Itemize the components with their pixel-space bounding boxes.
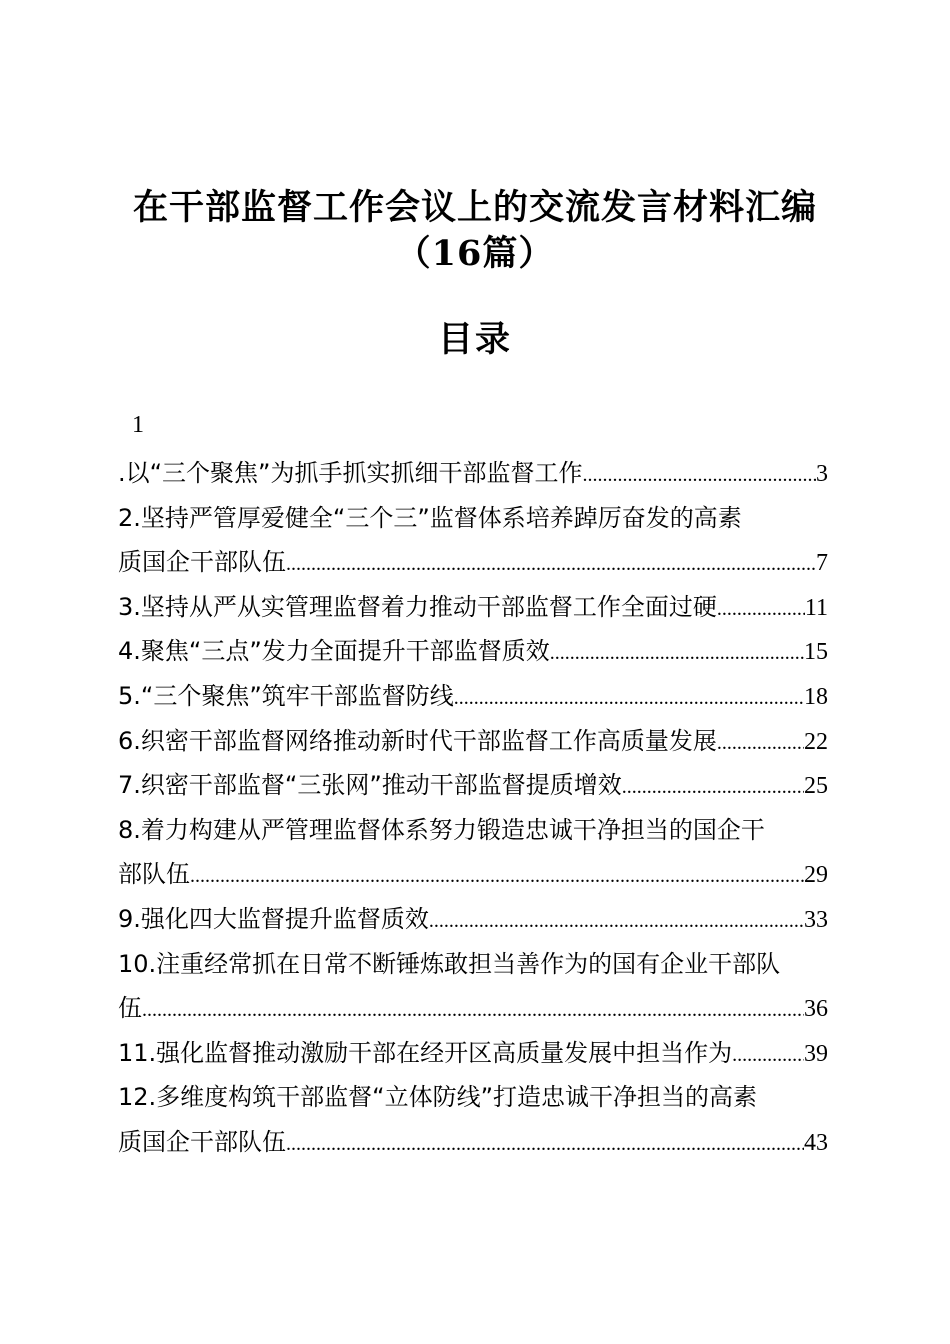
toc-page-number: 18 — [804, 684, 828, 710]
toc-page-number: 15 — [804, 639, 828, 666]
toc-entry[interactable] — [118, 678, 828, 714]
toc-entry[interactable] — [118, 544, 828, 580]
toc-entry[interactable] — [118, 1035, 828, 1071]
toc-leader-dots — [286, 546, 816, 580]
toc-entry-text: 6.织密干部监督网络推动新时代干部监督工作高质量发展 — [118, 726, 717, 755]
toc-entry-text: 11.强化监督推动激励干部在经开区高质量发展中担当作为 — [118, 1038, 733, 1067]
toc-entry[interactable] — [118, 633, 828, 669]
toc-stray-number: 1 — [132, 412, 144, 438]
document-title-line2: （16篇） — [395, 233, 555, 274]
toc-page-number: 39 — [804, 1040, 828, 1067]
toc-entry-text: 部队伍 — [118, 860, 190, 889]
toc-entry-text: 10.注重经常抓在日常不断锤炼敢担当善作为的国有企业干部队 — [118, 949, 781, 978]
toc-entry-text: 伍 — [118, 994, 142, 1023]
toc-page-number: 36 — [804, 996, 828, 1023]
toc-entry-text: 7.织密干部监督“三张网”推动干部监督提质增效 — [118, 771, 622, 800]
toc-page-number: 11 — [804, 594, 828, 621]
toc-leader-dots — [717, 591, 805, 625]
toc-entry[interactable] — [118, 901, 828, 937]
toc-entry-text: 5.“三个聚焦”筑牢干部监督防线 — [118, 682, 454, 710]
toc-entry[interactable] — [118, 1124, 828, 1160]
toc-page-number: 33 — [804, 907, 828, 933]
toc-entry[interactable] — [118, 990, 828, 1026]
toc-page-number: 7 — [816, 550, 828, 577]
toc-page-number: 22 — [804, 728, 828, 755]
toc-leader-dots — [717, 725, 804, 759]
toc-entry-text: 4.聚焦“三点”发力全面提升干部监督质效 — [118, 637, 550, 666]
toc-leader-dots — [732, 1037, 804, 1071]
toc-entry[interactable] — [118, 500, 828, 536]
toc-entry-text: 12.多维度构筑干部监督“立体防线”打造忠诚干净担当的高素 — [118, 1083, 758, 1112]
toc-leader-dots — [550, 635, 804, 669]
toc-leader-dots — [454, 680, 804, 714]
toc-entry-text: .以“三个聚焦”为抓手抓实抓细干部监督工作 — [118, 459, 583, 487]
toc-leader-dots — [286, 1126, 804, 1160]
toc-entry[interactable] — [118, 812, 828, 848]
toc-entry-text: 质国企干部队伍 — [118, 548, 286, 577]
toc-entry-text: 8.着力构建从严管理监督体系努力锻造忠诚干净担当的国企干 — [118, 815, 765, 844]
toc-entry[interactable] — [118, 856, 828, 892]
toc-leader-dots — [583, 457, 817, 491]
toc-entry-text: 2.坚持严管厚爱健全“三个三”监督体系培养踔厉奋发的高素 — [118, 503, 742, 532]
toc-entry[interactable] — [118, 455, 828, 491]
toc-page-number: 25 — [804, 773, 828, 800]
toc-leader-dots — [190, 858, 804, 892]
toc-heading: 目录 — [437, 319, 512, 360]
toc-page-number: 29 — [804, 862, 828, 889]
document-title-line1: 在干部监督工作会议上的交流发言材料汇编 — [132, 187, 817, 228]
toc-entry[interactable] — [118, 723, 828, 759]
toc-entry-text: 3.坚持从严从实管理监督着力推动干部监督工作全面过硬 — [118, 592, 717, 621]
toc-leader-dots — [142, 992, 804, 1026]
toc-leader-dots — [622, 769, 804, 803]
toc-entry[interactable] — [118, 589, 828, 625]
toc-page-number: 3 — [816, 461, 828, 487]
toc-leader-dots — [429, 903, 804, 937]
toc-entry-text: 质国企干部队伍 — [118, 1128, 286, 1156]
toc-entry[interactable] — [118, 767, 828, 803]
toc-entry[interactable] — [118, 946, 828, 982]
toc-entry[interactable] — [118, 1079, 828, 1115]
toc-entry-text: 9.强化四大监督提升监督质效 — [118, 905, 429, 933]
toc-page-number: 43 — [804, 1130, 828, 1156]
